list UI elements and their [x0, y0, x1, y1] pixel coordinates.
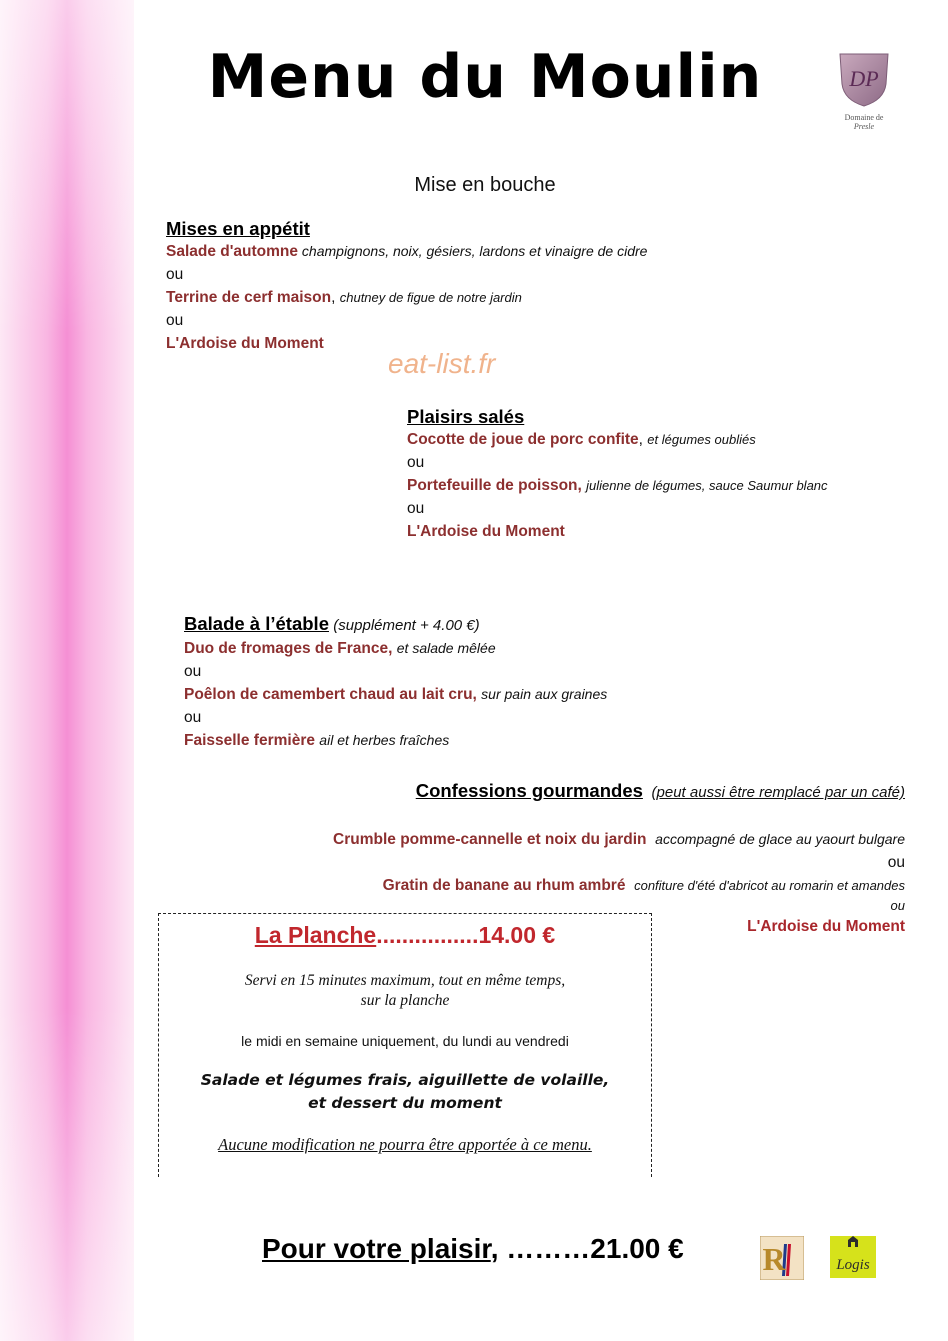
section-plats — [407, 405, 828, 543]
badge-letter: R — [762, 1241, 786, 1277]
menu-item — [240, 828, 905, 851]
watermark: eat-list.fr — [388, 348, 496, 379]
dish-name: Salade d'automne — [166, 243, 299, 260]
dish-name: Cocotte de joue de porc confite — [407, 431, 639, 448]
menu-item — [166, 240, 647, 263]
logo-monogram: DP — [849, 66, 879, 91]
dish-description: accompagné de glace au yaourt bulgare — [655, 831, 905, 847]
separator: ou — [184, 663, 202, 680]
separator: ou — [184, 709, 202, 726]
section-entrees — [166, 217, 647, 355]
separator: ou — [166, 266, 184, 283]
restaurateurs-logo-icon — [760, 1236, 804, 1280]
menu-item: Cocotte de joue de porc confite, et légumes oubliés — [407, 431, 756, 448]
separator: ou — [166, 312, 184, 329]
dish-name: Faisselle fermière — [184, 732, 315, 749]
dish-description: et salade mêlée — [396, 640, 496, 656]
menu-item — [184, 637, 607, 660]
dish-name: Crumble pomme-cannelle et noix du jardin — [333, 831, 647, 848]
footer-offer — [262, 1233, 684, 1265]
dish-name: Portefeuille de poisson, — [407, 477, 582, 494]
decorative-sidebar — [0, 0, 134, 1341]
separator: ou — [890, 898, 905, 913]
menu-item — [184, 729, 607, 752]
dish-description: julienne de légumes, sauce Saumur blanc — [586, 478, 828, 493]
planche-content: et dessert du moment — [308, 1094, 502, 1112]
dish-description: et légumes oubliés — [647, 432, 756, 447]
menu-item: Terrine de cerf maison, chutney de figue de notre jardin — [166, 289, 522, 306]
menu-item — [240, 874, 905, 897]
logo-caption: Domaine de — [844, 113, 884, 122]
logis-logo-icon — [830, 1236, 876, 1278]
section-fromages — [184, 612, 607, 752]
planche-price: ................14.00 € — [376, 922, 556, 948]
section-heading: Mises en appétit — [166, 218, 310, 239]
separator: ou — [407, 454, 425, 471]
planche-heading — [159, 922, 651, 949]
logis-badge — [830, 1236, 876, 1283]
dish-description: ail et herbes fraîches — [319, 732, 450, 748]
dish-name: L'Ardoise du Moment — [747, 918, 905, 935]
dish-name: L'Ardoise du Moment — [407, 523, 565, 540]
dish-description: chutney de figue de notre jardin — [339, 290, 522, 305]
dish-description: confiture d'été d'abricot au romarin et amandes — [634, 878, 905, 893]
separator: ou — [407, 500, 425, 517]
section-heading: Balade à l’étable — [184, 613, 329, 634]
dish-description: sur pain aux graines — [481, 686, 608, 702]
logis-label: Logis — [836, 1257, 870, 1273]
section-heading: Confessions gourmandes — [415, 780, 643, 801]
section-heading: Plaisirs salés — [407, 406, 525, 427]
dish-name: L'Ardoise du Moment — [166, 335, 324, 352]
planche-service-line: sur la planche — [360, 992, 450, 1009]
planche-note: Aucune modification ne pourra être apportée à ce menu. — [218, 1135, 592, 1154]
planche-content: Salade et légumes frais, aiguillette de volaille, — [200, 1071, 610, 1089]
separator: ou — [887, 854, 905, 871]
restaurateurs-badge — [760, 1236, 804, 1285]
planche-box — [158, 913, 652, 1177]
planche-title: La Planche — [254, 922, 377, 948]
menu-item — [184, 683, 607, 706]
dish-name: Terrine de cerf maison — [166, 289, 332, 306]
dish-name: Duo de fromages de France, — [184, 640, 393, 657]
planche-service-line: Servi en 15 minutes maximum, tout en même temps, — [244, 972, 566, 989]
menu-item — [407, 474, 828, 497]
footer-price: , ………21.00 € — [490, 1233, 684, 1264]
logo-caption-script: Presle — [853, 122, 875, 131]
amuse-bouche: Mise en bouche — [414, 174, 556, 196]
shield-logo-icon — [838, 50, 890, 108]
domaine-logo — [834, 50, 894, 131]
dish-description: champignons, noix, gésiers, lardons et vinaigre de cidre — [298, 243, 648, 259]
menu-item — [407, 520, 828, 543]
planche-schedule: le midi en semaine uniquement, du lundi au vendredi — [241, 1033, 569, 1049]
dish-name: Poêlon de camembert chaud au lait cru, — [184, 686, 477, 703]
dish-name: Gratin de banane au rhum ambré — [382, 877, 626, 894]
dessert-note: (peut aussi être remplacé par un café) — [651, 784, 905, 801]
menu-title: Menu du Moulin — [207, 42, 763, 112]
supplement-note: (supplément + 4.00 €) — [333, 617, 480, 634]
footer-label: Pour votre plaisir — [262, 1233, 491, 1264]
